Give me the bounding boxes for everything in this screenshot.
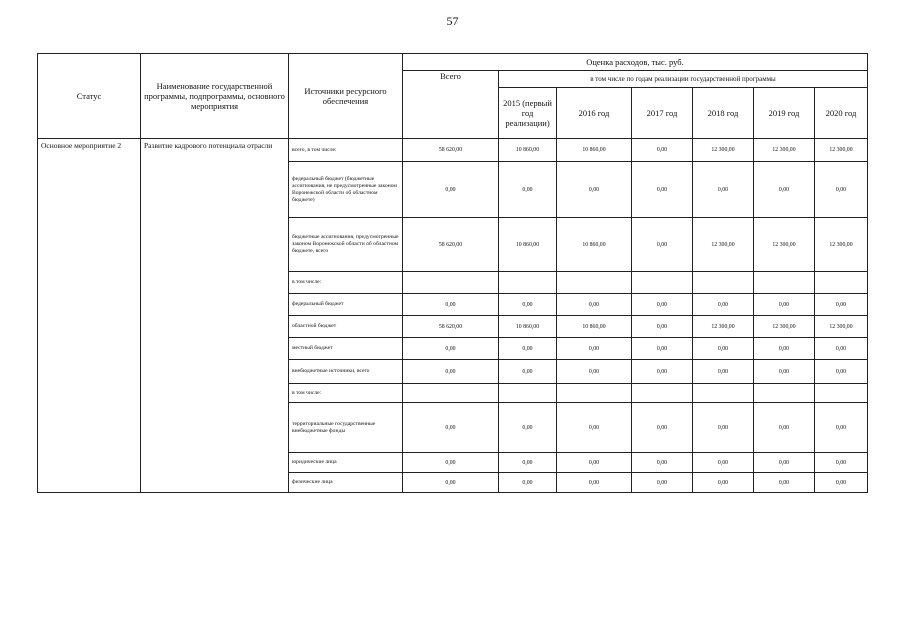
year-value-cell: 12 300,00 [693, 218, 754, 272]
year-value-cell: 0,00 [815, 162, 868, 218]
year-value-cell: 0,00 [632, 218, 693, 272]
year-value-cell: 12 300,00 [815, 316, 868, 338]
year-value-cell: 0,00 [815, 403, 868, 453]
year-value-cell: 0,00 [754, 294, 815, 316]
year-value-cell: 0,00 [557, 360, 632, 384]
header-total: Всего [403, 71, 499, 139]
status-cell: Основное мероприятие 2 [38, 139, 141, 493]
total-value-cell: 0,00 [403, 403, 499, 453]
total-value-cell: 0,00 [403, 294, 499, 316]
year-value-cell [499, 272, 557, 294]
header-year-2015: 2015 (первый год реализации) [499, 88, 557, 139]
year-value-cell: 0,00 [632, 294, 693, 316]
page-number: 57 [446, 14, 459, 28]
total-value-cell: 58 620,00 [403, 218, 499, 272]
year-value-cell: 0,00 [693, 473, 754, 493]
year-value-cell: 0,00 [632, 453, 693, 473]
year-value-cell: 0,00 [499, 338, 557, 360]
year-value-cell: 10 860,00 [499, 139, 557, 162]
year-value-cell: 0,00 [693, 338, 754, 360]
source-cell: местный бюджет [289, 338, 403, 360]
header-year-2018: 2018 год [693, 88, 754, 139]
source-cell: внебюджетные источники, всего [289, 360, 403, 384]
year-value-cell: 0,00 [693, 403, 754, 453]
year-value-cell [557, 272, 632, 294]
source-cell: федеральный бюджет (бюджетные ассигнования, не предусмотренные законом Воронежской области об областном бюджете) [289, 162, 403, 218]
header-sources: Источники ресурсного обеспечения [289, 54, 403, 139]
total-value-cell: 58 620,00 [403, 139, 499, 162]
year-value-cell: 12 300,00 [815, 139, 868, 162]
year-value-cell: 0,00 [632, 360, 693, 384]
year-value-cell: 0,00 [754, 473, 815, 493]
year-value-cell: 0,00 [557, 453, 632, 473]
total-value-cell: 58 620,00 [403, 316, 499, 338]
year-value-cell: 0,00 [499, 403, 557, 453]
source-cell: физические лица [289, 473, 403, 493]
year-value-cell: 12 300,00 [754, 316, 815, 338]
source-cell: в том числе: [289, 384, 403, 403]
year-value-cell: 10 860,00 [557, 316, 632, 338]
header-year-2016: 2016 год [557, 88, 632, 139]
year-value-cell [499, 384, 557, 403]
header-estimate: Оценка расходов, тыс. руб. [403, 54, 868, 71]
year-value-cell [632, 272, 693, 294]
source-cell: в том числе: [289, 272, 403, 294]
name-cell: Развитие кадрового потенциала отрасли [141, 139, 289, 493]
year-value-cell: 0,00 [693, 294, 754, 316]
year-value-cell [693, 272, 754, 294]
source-cell: юридические лица [289, 453, 403, 473]
year-value-cell: 10 860,00 [557, 139, 632, 162]
year-value-cell: 0,00 [632, 338, 693, 360]
total-value-cell: 0,00 [403, 162, 499, 218]
year-value-cell: 0,00 [632, 473, 693, 493]
source-cell: бюджетные ассигнования, предусмотренные законом Воронежской области об областном бюджете, всего [289, 218, 403, 272]
year-value-cell [557, 384, 632, 403]
header-year-2017: 2017 год [632, 88, 693, 139]
header-program-name: Наименование государственной программы, подпрограммы, основного мероприятия [141, 54, 289, 139]
year-value-cell: 0,00 [693, 162, 754, 218]
table-row [38, 139, 868, 162]
header-status: Статус [38, 54, 141, 139]
year-value-cell [632, 384, 693, 403]
total-value-cell: 0,00 [403, 360, 499, 384]
total-value-cell [403, 384, 499, 403]
source-cell: территориальные государственные внебюджетные фонды [289, 403, 403, 453]
year-value-cell: 0,00 [499, 473, 557, 493]
year-value-cell: 0,00 [499, 294, 557, 316]
year-value-cell: 0,00 [632, 139, 693, 162]
year-value-cell: 0,00 [815, 338, 868, 360]
year-value-cell: 0,00 [815, 294, 868, 316]
total-value-cell [403, 272, 499, 294]
budget-body [38, 139, 868, 493]
year-value-cell: 0,00 [499, 162, 557, 218]
year-value-cell: 0,00 [815, 360, 868, 384]
year-value-cell: 0,00 [754, 453, 815, 473]
year-value-cell: 12 300,00 [693, 316, 754, 338]
year-value-cell: 0,00 [815, 473, 868, 493]
header-year-2020: 2020 год [815, 88, 868, 139]
year-value-cell: 10 860,00 [499, 218, 557, 272]
year-value-cell: 12 300,00 [815, 218, 868, 272]
total-value-cell: 0,00 [403, 453, 499, 473]
year-value-cell: 0,00 [632, 162, 693, 218]
year-value-cell: 0,00 [557, 403, 632, 453]
total-value-cell: 0,00 [403, 338, 499, 360]
year-value-cell: 0,00 [693, 453, 754, 473]
year-value-cell: 0,00 [557, 473, 632, 493]
year-value-cell [815, 384, 868, 403]
year-value-cell: 0,00 [557, 338, 632, 360]
year-value-cell: 0,00 [499, 453, 557, 473]
year-value-cell: 12 300,00 [693, 139, 754, 162]
header-year-2019: 2019 год [754, 88, 815, 139]
total-value-cell: 0,00 [403, 473, 499, 493]
source-cell: федеральный бюджет [289, 294, 403, 316]
year-value-cell: 0,00 [754, 360, 815, 384]
year-value-cell [693, 384, 754, 403]
year-value-cell: 0,00 [815, 453, 868, 473]
year-value-cell: 0,00 [557, 294, 632, 316]
year-value-cell: 0,00 [693, 360, 754, 384]
year-value-cell [754, 384, 815, 403]
year-value-cell: 0,00 [499, 360, 557, 384]
year-value-cell: 10 860,00 [499, 316, 557, 338]
year-value-cell [815, 272, 868, 294]
year-value-cell: 0,00 [754, 338, 815, 360]
source-cell: всего, в том числе: [289, 139, 403, 162]
year-value-cell: 0,00 [557, 162, 632, 218]
year-value-cell: 0,00 [632, 403, 693, 453]
year-value-cell: 0,00 [632, 316, 693, 338]
budget-table [37, 53, 868, 493]
year-value-cell: 0,00 [754, 403, 815, 453]
header-by-years: в том числе по годам реализации государственной программы [499, 71, 868, 88]
year-value-cell: 10 860,00 [557, 218, 632, 272]
source-cell: областной бюджет [289, 316, 403, 338]
year-value-cell: 0,00 [754, 162, 815, 218]
year-value-cell: 12 300,00 [754, 218, 815, 272]
year-value-cell [754, 272, 815, 294]
year-value-cell: 12 300,00 [754, 139, 815, 162]
